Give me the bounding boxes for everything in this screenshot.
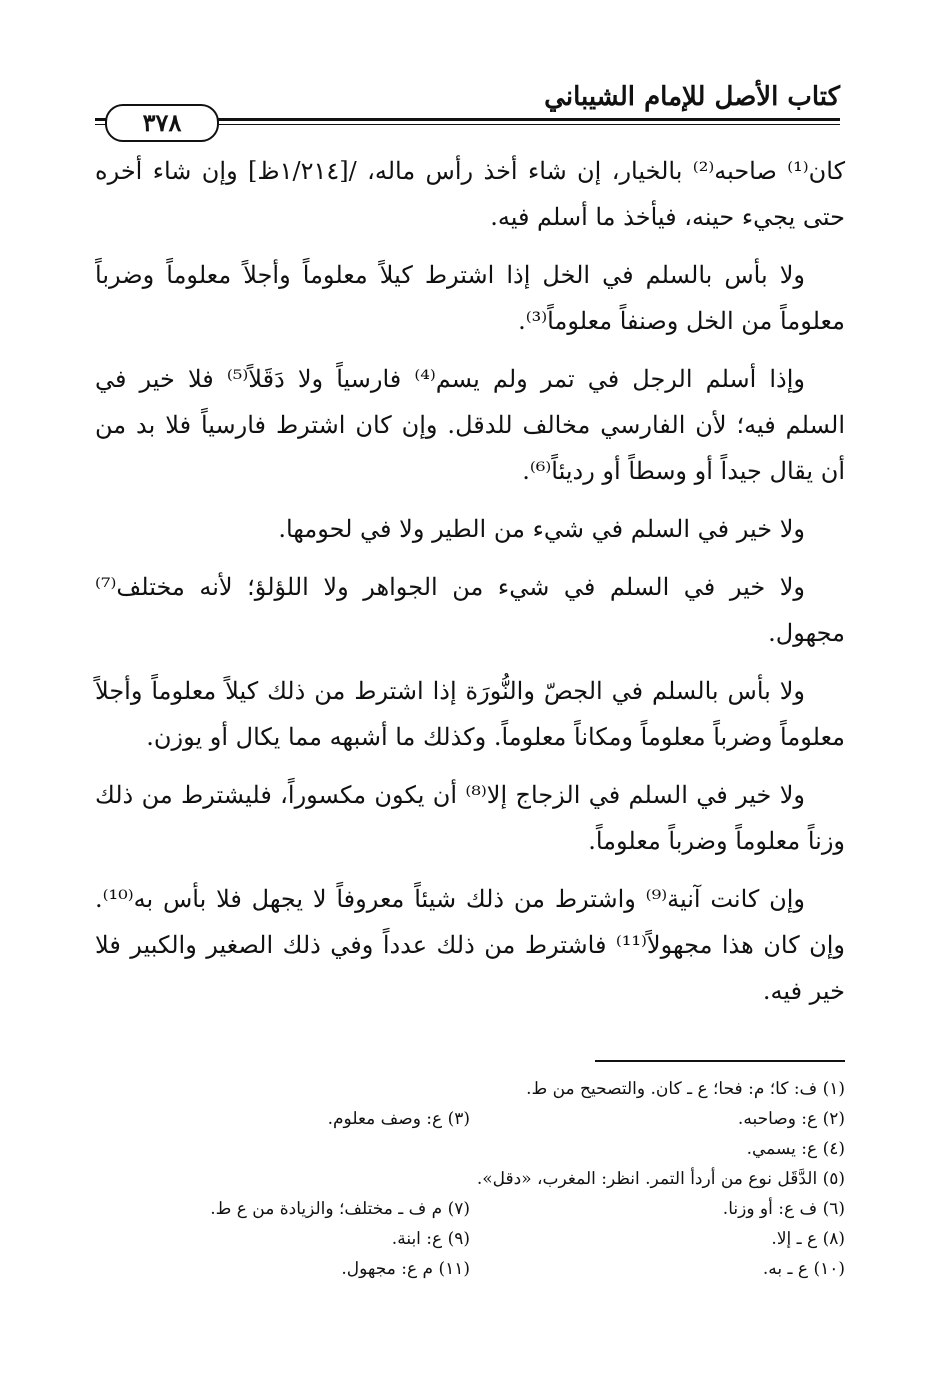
paragraph: وإذا أسلم الرجل في تمر ولم يسم⁽⁴⁾ فارسياً ولا دَقَلاً⁽⁵⁾ فلا خير في السلم فيه؛ لأن الفارسي مخالف للدقل. وإن كان اشترط فارسياً فلا بد من أن يقال جيداً أو وسطاً أو رديئاً⁽⁶⁾. bbox=[95, 365, 845, 485]
footnotes bbox=[95, 1074, 845, 1284]
paragraph: ولا بأس بالسلم في الخل إذا اشترط كيلاً معلوماً وأجلاً معلوماً وضرباً معلوماً من الخل وصنفاً معلوماً⁽³⁾. bbox=[95, 261, 845, 335]
page-number: ٣٧٨ bbox=[105, 104, 219, 142]
footnote: (١) ف: كا؛ م: فحا؛ ع ـ كان. والتصحيح من ط. bbox=[526, 1079, 845, 1099]
paragraph: كان⁽¹⁾ صاحبه⁽²⁾ بالخيار، إن شاء أخذ رأس ماله، /[١/٢١٤ظ] وإن شاء أخره حتى يجيء حينه، فيأخذ ما أسلم فيه. bbox=[95, 157, 846, 231]
footnote-separator bbox=[595, 1060, 845, 1062]
footnote-row bbox=[95, 1134, 845, 1164]
footnote: (٧) م ف ـ مختلف؛ والزيادة من ع ط. bbox=[210, 1199, 470, 1219]
paragraph: وإن كانت آنية⁽⁹⁾ واشترط من ذلك شيئاً معروفاً لا يجهل فلا بأس به⁽¹⁰⁾. وإن كان هذا مجهولاً⁽¹¹⁾ فاشترط من ذلك عدداً وفي ذلك الصغير والكبير فلا خير فيه. bbox=[95, 885, 845, 1005]
footnote: (٦) ف ع: أو وزنا. bbox=[722, 1199, 845, 1219]
main-text bbox=[95, 148, 845, 1026]
footnote: (٥) الدَّقَل نوع من أردأ التمر. انظر: المغرب، «دقل». bbox=[476, 1169, 845, 1189]
footnote: (١٠) ع ـ به. bbox=[762, 1259, 845, 1279]
footnote: (٢) ع: وصاحبه. bbox=[737, 1109, 845, 1129]
footnote-row bbox=[95, 1164, 845, 1194]
footnote-row bbox=[95, 1104, 845, 1134]
footnote: (١١) م ع: مجهول. bbox=[341, 1259, 470, 1279]
paragraph: ولا خير في السلم في شيء من الجواهر ولا اللؤلؤ؛ لأنه مختلف⁽⁷⁾ مجهول. bbox=[95, 573, 845, 647]
footnote: (٣) ع: وصف معلوم. bbox=[327, 1109, 470, 1129]
paragraph: ولا خير في السلم في الزجاج إلا⁽⁸⁾ أن يكون مكسوراً، فليشترط من ذلك وزناً معلوماً وضرباً معلوماً. bbox=[95, 781, 845, 855]
footnote-row bbox=[95, 1224, 845, 1254]
footnote: (٤) ع: يسمي. bbox=[746, 1139, 845, 1159]
footnote-row bbox=[95, 1194, 845, 1224]
footnote: (٨) ع ـ إلا. bbox=[771, 1229, 845, 1249]
footnote-row bbox=[95, 1074, 845, 1104]
footnote-row bbox=[95, 1254, 845, 1284]
paragraph: ولا بأس بالسلم في الجصّ والنُّورَة إذا اشترط من ذلك كيلاً معلوماً وأجلاً معلوماً وضرباً معلوماً ومكاناً معلوماً. وكذلك ما أشبهه مما يكال أو يوزن. bbox=[95, 677, 845, 751]
footnote: (٩) ع: ابنة. bbox=[391, 1229, 470, 1249]
page-header bbox=[95, 82, 840, 142]
running-title: كتاب الأصل للإمام الشيباني bbox=[544, 82, 840, 112]
paragraph: ولا خير في السلم في شيء من الطير ولا في لحومها. bbox=[278, 515, 805, 543]
